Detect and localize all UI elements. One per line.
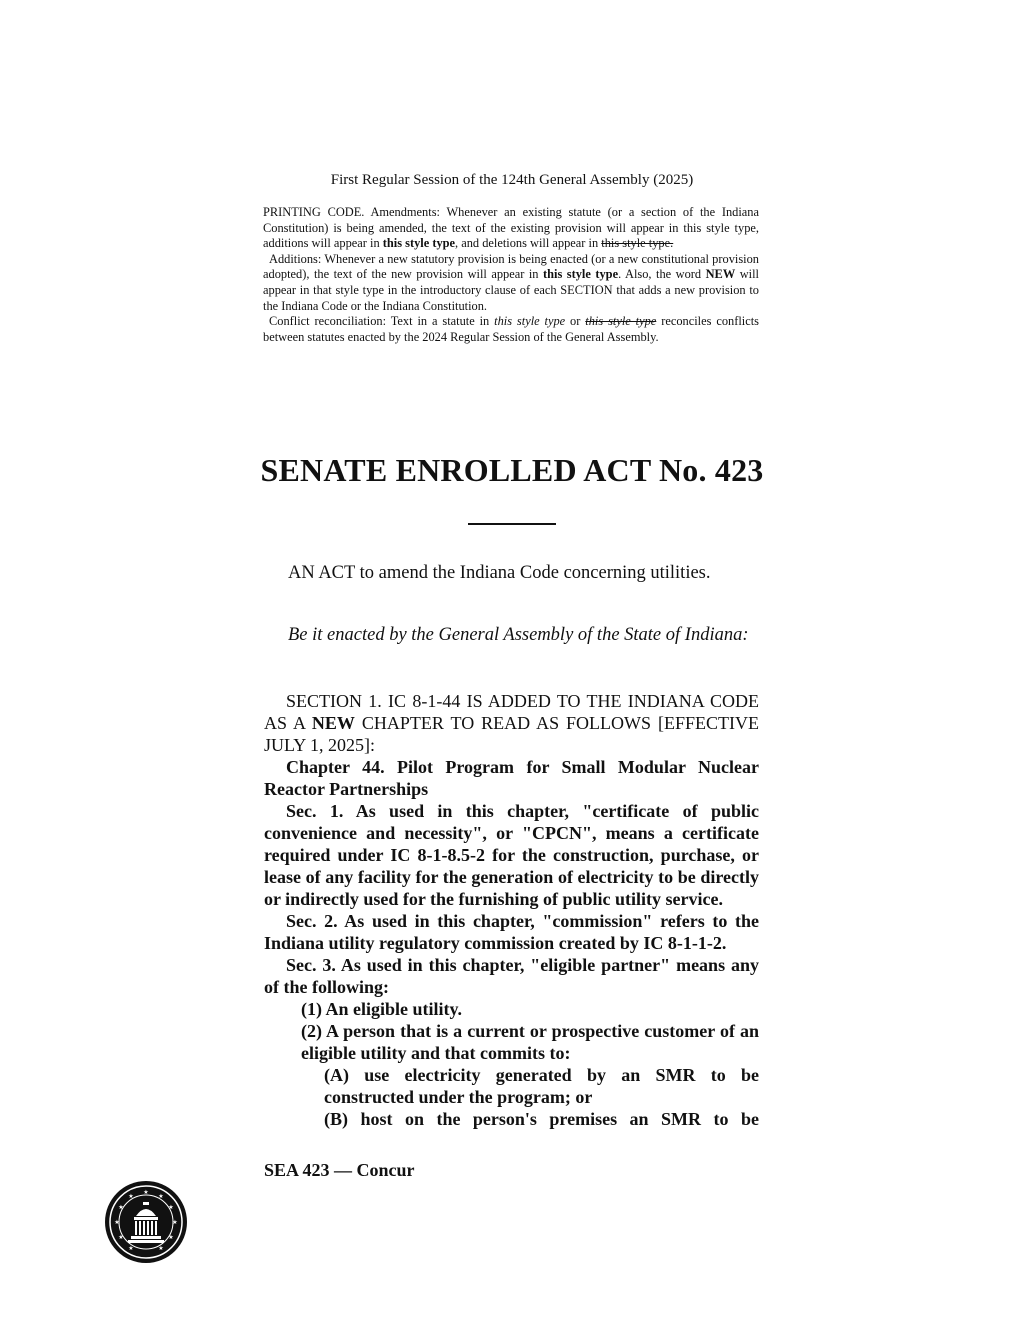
section-2-definition: Sec. 2. As used in this chapter, "commission" refers to the Indiana utility regulatory commission created by IC 8-1-1-2.: [264, 911, 759, 953]
section-3-definition: Sec. 3. As used in this chapter, "eligible partner" means any of the following:: [264, 955, 759, 997]
section-1-definition: Sec. 1. As used in this chapter, "certificate of public convenience and necessity", or "CPCN", means a certificate required under IC 8-1-8.5-2 for the construction, purchase, or lease of any facility for the generation of electricity to be directly or indirectly used for the furnishing of public utility service.: [264, 801, 759, 909]
svg-text:★: ★: [128, 1193, 134, 1200]
svg-text:★: ★: [158, 1245, 164, 1252]
footer-label: SEA 423 — Concur: [264, 1160, 415, 1180]
act-body: [264, 690, 759, 1130]
act-description: AN ACT to amend the Indiana Code concerning utilities.: [288, 563, 711, 583]
svg-text:★: ★: [158, 1193, 164, 1200]
printing-code-additions: Additions: Whenever a new statutory provision is being enacted (or a new constitutional provision adopted), the text of the new provision will appear in this style type. Also, the word NEW will appear in that style type in the introductory clause of each SECTION that adds a new provision to the Indiana Code or the Indiana Constitution.: [263, 251, 759, 313]
printing-code-amendments: PRINTING CODE. Amendments: Whenever an existing statute (or a section of the Indiana Constitution) is being amended, the text of the existing provision will appear in this style type, additions will appear in this style type, and deletions will appear in this style type.: [263, 205, 759, 251]
svg-text:★: ★: [128, 1245, 134, 1252]
svg-text:★: ★: [172, 1219, 178, 1226]
list-item-1: (1) An eligible utility.: [301, 999, 463, 1019]
printing-code-block: [263, 205, 759, 345]
list-item-2: (2) A person that is a current or prospective customer of an eligible utility and that commits to:: [301, 1021, 759, 1063]
printing-code-conflict: Conflict reconciliation: Text in a statute in this style type or this style type reconciles conflicts between statutes enacted by the 2024 Regular Session of the General Assembly.: [263, 314, 759, 344]
svg-text:★: ★: [114, 1219, 120, 1226]
enacting-clause: Be it enacted by the General Assembly of the State of Indiana:: [288, 625, 749, 645]
svg-text:★: ★: [168, 1204, 174, 1211]
act-title: SENATE ENROLLED ACT No. 423: [260, 452, 764, 488]
svg-text:★: ★: [168, 1234, 174, 1241]
chapter-heading: Chapter 44. Pilot Program for Small Modular Nuclear Reactor Partnerships: [264, 757, 759, 799]
session-header: First Regular Session of the 124th General Assembly (2025): [330, 172, 694, 188]
section-intro: SECTION 1. IC 8-1-44 IS ADDED TO THE INDIANA CODE AS A NEW CHAPTER TO READ AS FOLLOWS [EFFECTIVE JULY 1, 2025]:: [264, 691, 759, 755]
list-item-2b: (B) host on the person's premises an SMR to be: [324, 1109, 759, 1129]
list-item-2a: (A) use electricity generated by an SMR to be constructed under the program; or: [324, 1065, 759, 1107]
svg-text:★: ★: [143, 1189, 149, 1196]
state-seal-icon: [104, 1180, 188, 1264]
svg-text:★: ★: [118, 1234, 124, 1241]
svg-text:★: ★: [118, 1204, 124, 1211]
title-divider: [468, 523, 556, 525]
